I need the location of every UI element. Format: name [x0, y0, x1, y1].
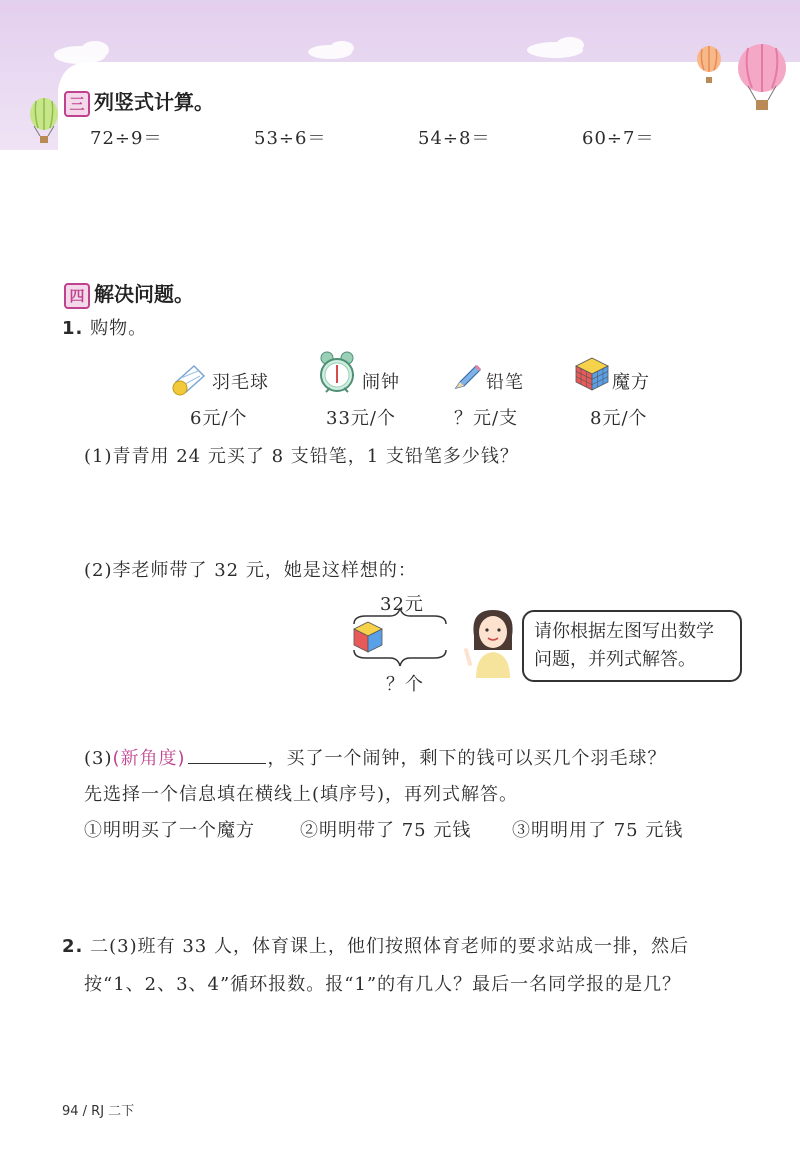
option-3: ③明明用了 75 元钱	[512, 820, 684, 841]
speech-bubble-line: 问题，并列式解答。	[534, 649, 696, 670]
brace-diagram	[346, 606, 456, 670]
equation: 53÷6＝	[254, 128, 327, 149]
question-2-line2: 按“1、2、3、4”循环报数。报“1”的有几人？最后一名同学报的是几？	[84, 974, 682, 995]
rubiks-cube-icon	[574, 356, 610, 392]
diagram-total-label: 32元	[380, 594, 424, 615]
sub-question-1: (1)青青用 24 元买了 8 支铅笔，1 支铅笔多少钱？	[84, 446, 519, 467]
section-3-title	[64, 86, 214, 117]
question-number: 1.	[62, 318, 84, 339]
item-price: 33元/个	[326, 408, 396, 429]
item-name: 闹钟	[362, 372, 400, 393]
question-number: 2.	[62, 936, 84, 957]
hot-air-balloon-icon	[26, 98, 62, 146]
sub-question-3	[84, 744, 667, 770]
section-4-badge: 四	[64, 283, 90, 309]
sub-question-3-prefix: (3)	[84, 748, 113, 769]
item-price: 6元/个	[190, 408, 248, 429]
hot-air-balloon-icon	[734, 44, 790, 114]
equation: 60÷7＝	[582, 128, 655, 149]
item-price: ？元/支	[454, 408, 519, 429]
speech-bubble-line: 请你根据左图写出数学	[534, 621, 714, 642]
section-3-badge: 三	[64, 91, 90, 117]
equation: 54÷8＝	[418, 128, 491, 149]
option-2: ②明明带了 75 元钱	[300, 820, 472, 841]
option-1: ①明明买了一个魔方	[84, 820, 255, 841]
new-angle-tag: (新角度)	[112, 748, 186, 769]
section-4-title-text: 解决问题。	[94, 282, 194, 306]
alarm-clock-icon	[318, 350, 356, 396]
shuttlecock-icon	[172, 360, 208, 396]
question-2-text: 二(3)班有 33 人，体育课上，他们按照体育老师的要求站成一排，然后	[90, 936, 689, 957]
item-name: 铅笔	[486, 372, 524, 393]
section-4-title	[64, 278, 194, 309]
speech-bubble	[522, 610, 742, 682]
diagram-unknown-label: ？个	[386, 674, 424, 695]
sub-question-3-instruction: 先选择一个信息填在横线上(填序号)，再列式解答。	[84, 784, 519, 805]
item-name: 魔方	[612, 372, 650, 393]
sub-question-2: (2)李老师带了 32 元，她是这样想的：	[84, 560, 417, 581]
answer-blank[interactable]	[188, 745, 266, 764]
sub-question-3-text: ，买了一个闹钟，剩下的钱可以买几个羽毛球？	[267, 748, 667, 769]
question-2-line1	[62, 932, 689, 958]
section-3-title-text: 列竖式计算。	[94, 90, 214, 114]
item-price: 8元/个	[590, 408, 648, 429]
hot-air-balloon-icon	[694, 46, 724, 86]
pencil-icon	[452, 362, 482, 392]
equation: 72÷9＝	[90, 128, 163, 149]
item-name: 羽毛球	[212, 372, 269, 393]
question-1-title: 购物。	[90, 318, 148, 339]
teacher-avatar	[464, 606, 522, 678]
page-footer: 94 / RJ 二下	[62, 1104, 135, 1119]
question-1-heading	[62, 314, 147, 340]
